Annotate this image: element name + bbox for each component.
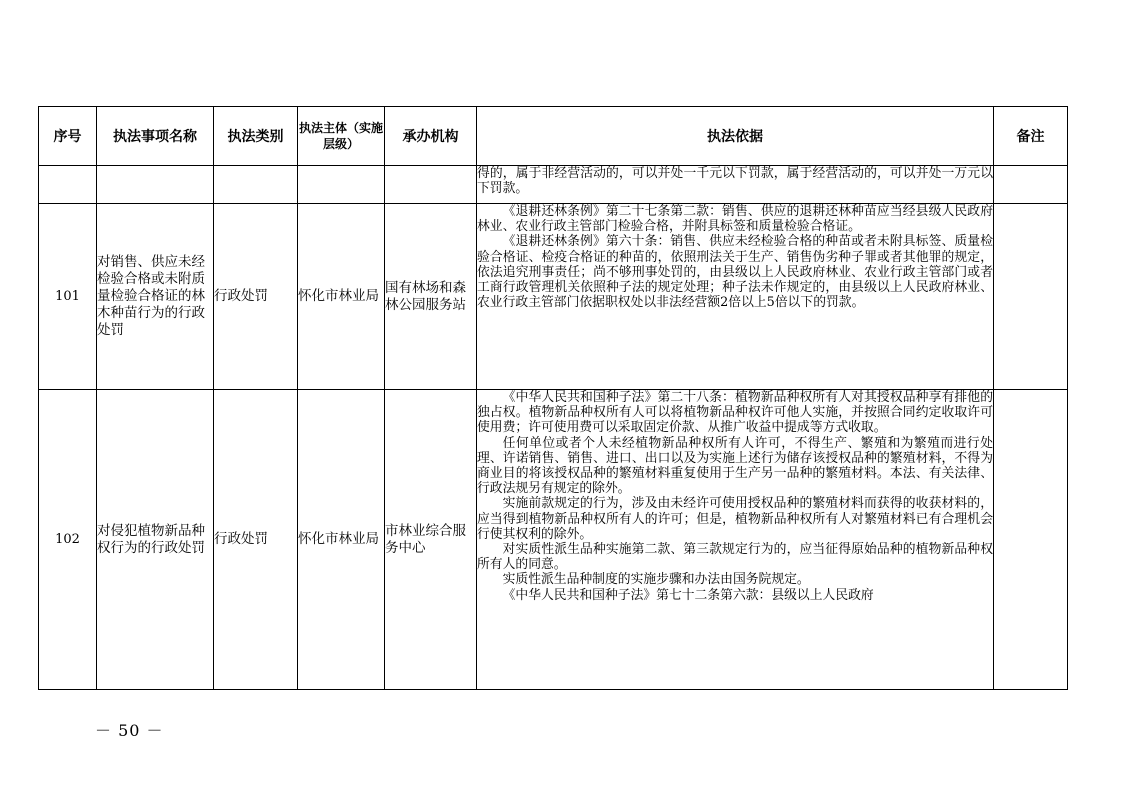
row-note bbox=[994, 204, 1068, 390]
header-note: 备注 bbox=[994, 107, 1068, 166]
table-row-102 bbox=[39, 390, 1068, 690]
header-item-name: 执法事项名称 bbox=[97, 107, 214, 166]
header-seq: 序号 bbox=[39, 107, 97, 166]
basis-paragraph: 《中华人民共和国种子法》第七十二条第六款：县级以上人民政府 bbox=[502, 587, 874, 603]
basis-paragraph: 任何单位或者个人未经植物新品种权所有人许可，不得生产、繁殖和为繁殖而进行处理、许诺销售、销售、进口、出口以及为实施上述行为储存该授权品种的繁殖材料，不得为商业目的将该授权品种的繁殖材料重复使用于生产另一品种的繁殖材料。本法、有关法律、行政法规另有规定的除外。 bbox=[477, 435, 993, 497]
row-seq: 101 bbox=[39, 204, 97, 390]
basis-paragraph: 实施前款规定的行为，涉及由未经许可使用授权品种的繁殖材料而获得的收获材料的，应当得到植物新品种权所有人的许可；但是，植物新品种权所有人对繁殖材料已有合理机会行使其权利的除外。 bbox=[477, 496, 993, 542]
header-org: 承办机构 bbox=[385, 107, 477, 166]
basis-cell bbox=[477, 166, 994, 204]
row-subject: 怀化市林业局 bbox=[298, 390, 385, 690]
row-type: 行政处罚 bbox=[214, 390, 298, 690]
header-subject: 执法主体（实施层级） bbox=[298, 107, 385, 166]
row-type: 行政处罚 bbox=[214, 204, 298, 390]
basis-cell bbox=[477, 204, 994, 390]
row-org: 市林业综合服务中心 bbox=[385, 390, 477, 690]
row-note bbox=[994, 390, 1068, 690]
basis-paragraph: 得的，属于非经营活动的，可以并处一千元以下罚款，属于经营活动的，可以并处一万元以下罚款。 bbox=[477, 166, 993, 197]
basis-paragraph: 《中华人民共和国种子法》第二十八条：植物新品种权所有人对其授权品种享有排他的独占权。植物新品种权所有人可以将植物新品种权许可他人实施，并按照合同约定收取许可使用费；许可使用费可以采取固定价款、从推广收益中提成等方式收取。 bbox=[477, 390, 993, 436]
row-subject: 怀化市林业局 bbox=[298, 204, 385, 390]
row-seq: 102 bbox=[39, 390, 97, 690]
header-type: 执法类别 bbox=[214, 107, 298, 166]
basis-cell bbox=[477, 390, 994, 690]
row-org: 国有林场和森林公园服务站 bbox=[385, 204, 477, 390]
table-row-continued bbox=[39, 166, 1068, 204]
basis-paragraph: 实质性派生品种制度的实施步骤和办法由国务院规定。 bbox=[502, 572, 810, 588]
row-item-name: 对侵犯植物新品种权行为的行政处罚 bbox=[97, 390, 214, 690]
basis-paragraph: 对实质性派生品种实施第二款、第三款规定行为的，应当征得原始品种的植物新品种权所有人的同意。 bbox=[477, 542, 993, 573]
header-row bbox=[39, 107, 1068, 166]
basis-paragraph: 《退耕还林条例》第六十条：销售、供应未经检验合格的种苗或者未附具标签、质量检验合格证、检疫合格证的种苗的，依照刑法关于生产、销售伪劣种子罪或者其他罪的规定，依法追究刑事责任；尚不够刑事处罚的，由县级以上人民政府林业、农业行政主管部门或者工商行政管理机关依照种子法的规定处理；种子法未作规定的，由县级以上人民政府林业、农业行政主管部门依据职权处以非法经营额2倍以上5倍以下的罚款。 bbox=[477, 234, 993, 311]
row-item-name: 对销售、供应未经检验合格或未附质量检验合格证的林木种苗行为的行政处罚 bbox=[97, 204, 214, 390]
basis-paragraph: 《退耕还林条例》第二十七条第二款：销售、供应的退耕还林种苗应当经县级人民政府林业、农业行政主管部门检验合格，并附具标签和质量检验合格证。 bbox=[477, 204, 993, 235]
table-row-101 bbox=[39, 204, 1068, 390]
header-basis: 执法依据 bbox=[477, 107, 994, 166]
page-number: － 50 － bbox=[95, 721, 164, 740]
law-enforcement-table bbox=[38, 106, 1068, 690]
